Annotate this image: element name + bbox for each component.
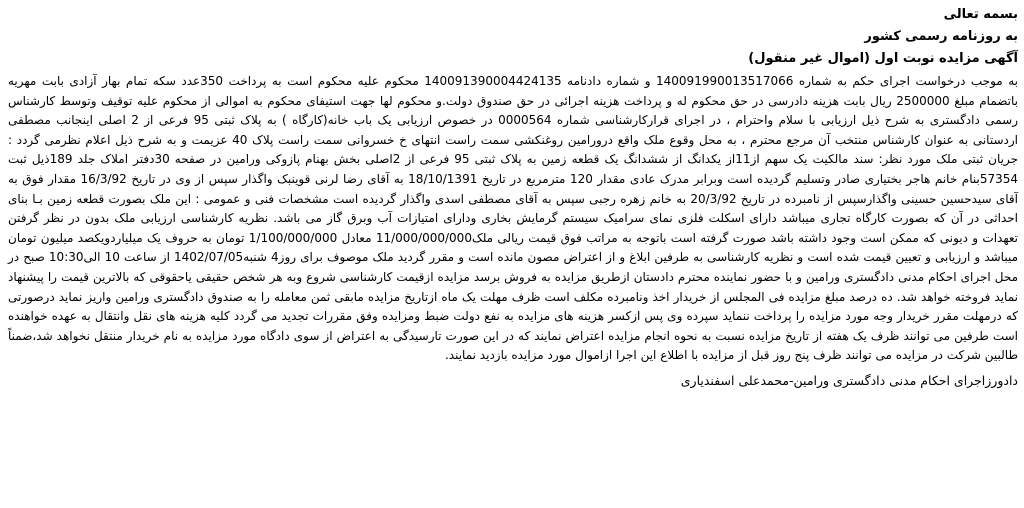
auction-notice xyxy=(6,4,1018,504)
notice-body: به موجب درخواست اجرای حکم به شماره 140091990013517066 و شماره دادنامه 140091390004424135 محکوم علیه محکوم است به پرداخت 350عدد سکه تمام بهار آزادی بابت مهریه باتضمام مبلغ 2500000 ریال بابت هزینه دادرسی در حق محکوم له و پرداخت هزینه اجرائی در حق صندوق دولت.و محکوم لها جهت استیفای محکوم به اموالی از محکوم علیه توقیف وتوسط کارشناس رسمی دادگستری به شرح ذیل ارزیابی با سلام واحترام ، در اجرای قرارکارشناسی شماره 0000564 در خصوص ارزیابی یک باب خانه(کارگاه ) به پلاک ثبتی 95 فرعی از 2 اصلی اینجانب مصطفی اردستانی به عنوان کارشناس منتخب آن مرجع محترم ، به محل وقوع ملک واقع درورامین روغنکشی سمت راست انتهای خ خسروانی سمت راست پلاک 40 عزیمت و به شرح ذیل اعلام نظرمی گردد : جریان ثبتی ملک مورد نظر: سند مالکیت یک سهم از11از یکدانگ از ششدانگ یک قطعه زمین به پلاک ثبتی 95 فرعی از 2اصلی بخش بهنام پازوکی ورامین در صفحه 30دفتر املاک جلد 189ذیل ثبت 57354بنام خانم هاجر بختیاری صادر وتسلیم گردیده است وبرابر مدرک عادی مقدار 120 مترمربع در تاریخ 18/10/1391 به آقای رضا لرنی قوینبک واگذار سپس از وی در تاریخ 16/3/92 مقدار فوق به آقای سیدحسین حسینی واگذارسپس از نامبرده در تاریخ 20/3/92 به خانم زهره رجبی سپس به آقای مصطفی اسدی واگذار گردیده است مشخصات فنی و عمومی : این ملک بصورت قطعه زمین بـا بنای احداثی در آن که بصورت کارگاه تجاری میباشد دارای اسکلت فلزی نمای سرامیک سیستم گرمایش بخاری ودارای امتیازات آب وبرق گاز می باشد. نظریه کارشناسی ارزیابی ملک بدون در نظر گرفتن تعهدات و دیونی که ممکن است وجود داشته باشد صورت گرفته است باتوجه به مراتب فوق قیمت ریالی ملک11/000/000/000 معادل 1/100/000/000 تومان به حروف یک میلیاردویکصد میلیون تومان میباشد و ارزیابی و تعیین قیمت شده است و نظریه کارشناسی به طرفین ابلاغ و از اعتراض مصون مانده است و مقرر گردید ملک موصوف برای روز4 شنبه1402/07/05 از ساعت 10 الی10:30 صبح در محل اجرای احکام مدنی دادگستری ورامین و با حضور نماینده محترم دادستان ازطریق مزایده به فروش برسد مزایده ازقیمت کارشناسی شروع وبه هر شخص حقیقی یاحقوقی که بالاترین قیمت را پیشنهاد نماید فروخته خواهد شد. ده درصد مبلغ مزایده فی المجلس از خریدار اخذ ونامبرده مکلف است ظرف مهلت یک ماه ازتاریخ مزایده مابقی ثمن معامله را به صندوق دادگستری ورامین واریز نماید درصورتی که درمهلت مقرر خریدار وجه مورد مزایده را پرداخت ننماید سپرده وی پس ازکسر هزینه های مزایده به نفع دولت ضبط ومزایده وفق مقررات تجدید می گردد کلیه هزینه های نقل وانتقال به عهده خواهنده است طرفین می توانند ظرف یک هفته از تاریخ مزایده نسبت به نحوه انجام مزایده اعتراض نمایند که در این صورت تارسیدگی به اعتراض از سوی دادگاه مورد مزایده به نام خریدار منتقل نخواهد شد،ضمناً طالبین شرکت در مزایده می توانند ظرف پنج روز قبل از مزایده با اطلاع این اجرا ازاموال مورد مزایده بازدید نمایند. xyxy=(8,74,1019,363)
newspaper-line: به روزنامه رسمی کشور xyxy=(864,29,1018,44)
notice-title: آگهی مزایده نوبت اول (اموال غیر منقول) xyxy=(748,51,1018,66)
basmala-heading: بسمه تعالی xyxy=(943,7,1018,22)
signature-line: دادورزاجرای احکام مدنی دادگستری ورامین-محمدعلی اسفندیاری xyxy=(680,372,1018,388)
